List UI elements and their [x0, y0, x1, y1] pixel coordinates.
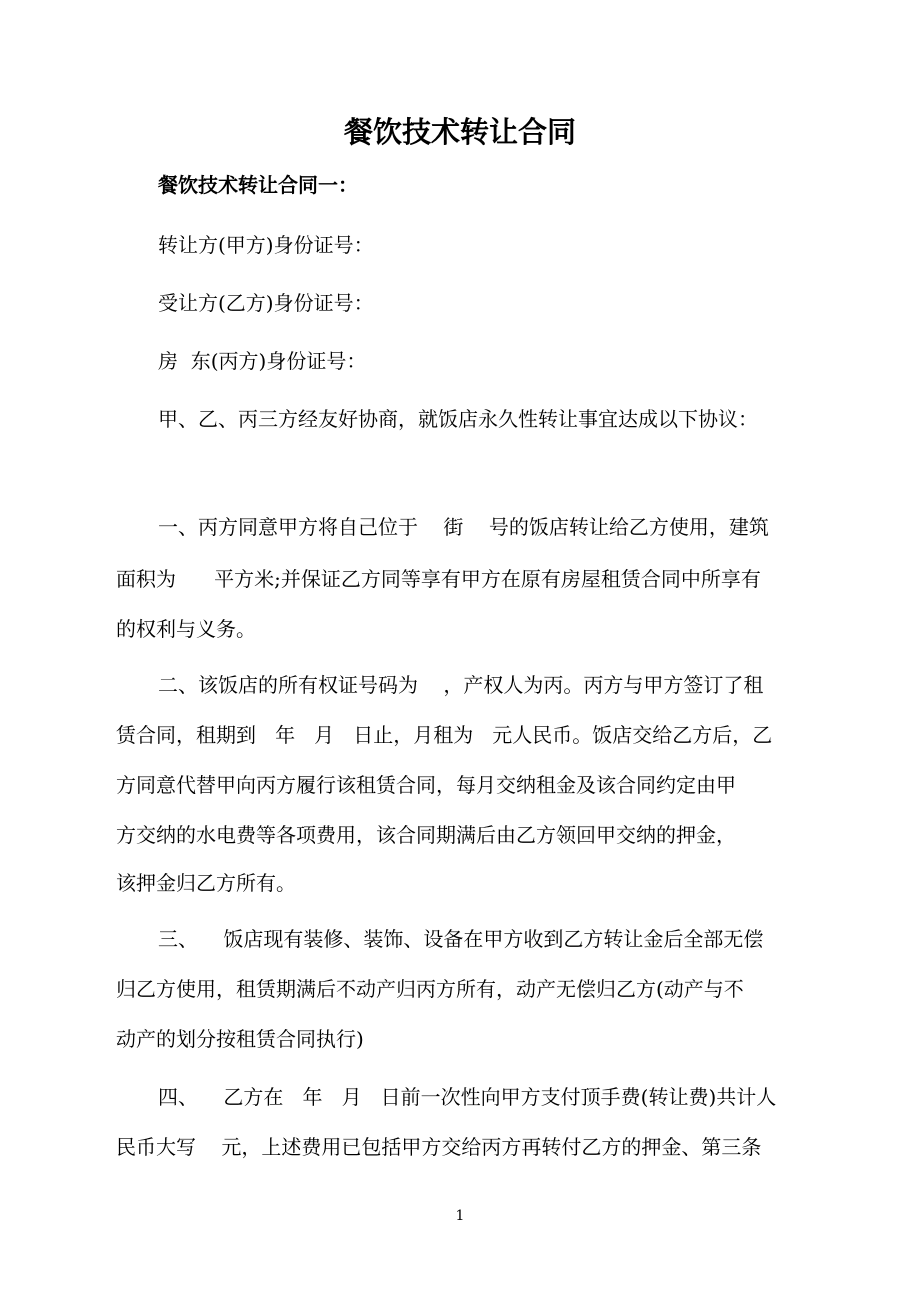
intro-paragraph: 甲、乙、丙三方经友好协商，就饭店永久性转让事宜达成以下协议： [158, 407, 758, 431]
landlord-id-line: 房 东(丙方)身份证号： [158, 349, 367, 373]
clause-4-line-2: 民币大写 元，上述费用已包括甲方交给丙方再转付乙方的押金、第三条 [116, 1135, 762, 1159]
clause-1-line-1: 一、丙方同意甲方将自己位于 街 号的饭店转让给乙方使用，建筑 [158, 515, 769, 539]
contract-subtitle: 餐饮技术转让合同一： [158, 173, 358, 197]
clause-2-line-1: 二、该饭店的所有权证号码为 ，产权人为丙。丙方与甲方签订了租 [158, 673, 764, 697]
clause-3-line-3: 动产的划分按租赁合同执行) [116, 1027, 364, 1051]
page-number: 1 [455, 1208, 465, 1224]
transferee-id-line: 受让方(乙方)身份证号： [158, 291, 374, 315]
clause-2-line-3: 方同意代替甲向丙方履行该租赁合同，每月交纳租金及该合同约定由甲 [116, 773, 736, 797]
clause-2-line-4: 方交纳的水电费等各项费用，该合同期满后由乙方领回甲交纳的押金， [116, 823, 736, 847]
clause-1-line-2: 面积为 平方米;并保证乙方同等享有甲方在原有房屋租赁合同中所享有 [116, 567, 761, 591]
clause-3-line-1: 三、 饭店现有装修、装饰、设备在甲方收到乙方转让金后全部无偿 [158, 927, 764, 951]
document-title: 餐饮技术转让合同 [343, 115, 576, 149]
clause-2-line-5: 该押金归乙方所有。 [116, 871, 296, 895]
clause-2-line-2: 赁合同，租期到 年 月 日止，月租为 元人民币。饭店交给乙方后，乙 [116, 723, 773, 747]
transferor-id-line: 转让方(甲方)身份证号： [158, 233, 374, 257]
clause-3-line-2: 归乙方使用，租赁期满后不动产归丙方所有，动产无偿归乙方(动产与不 [116, 977, 744, 1001]
clause-1-line-3: 的权利与义务。 [116, 617, 256, 641]
clause-4-line-1: 四、 乙方在 年 月 日前一次性向甲方支付顶手费(转让费)共计人 [158, 1085, 777, 1109]
